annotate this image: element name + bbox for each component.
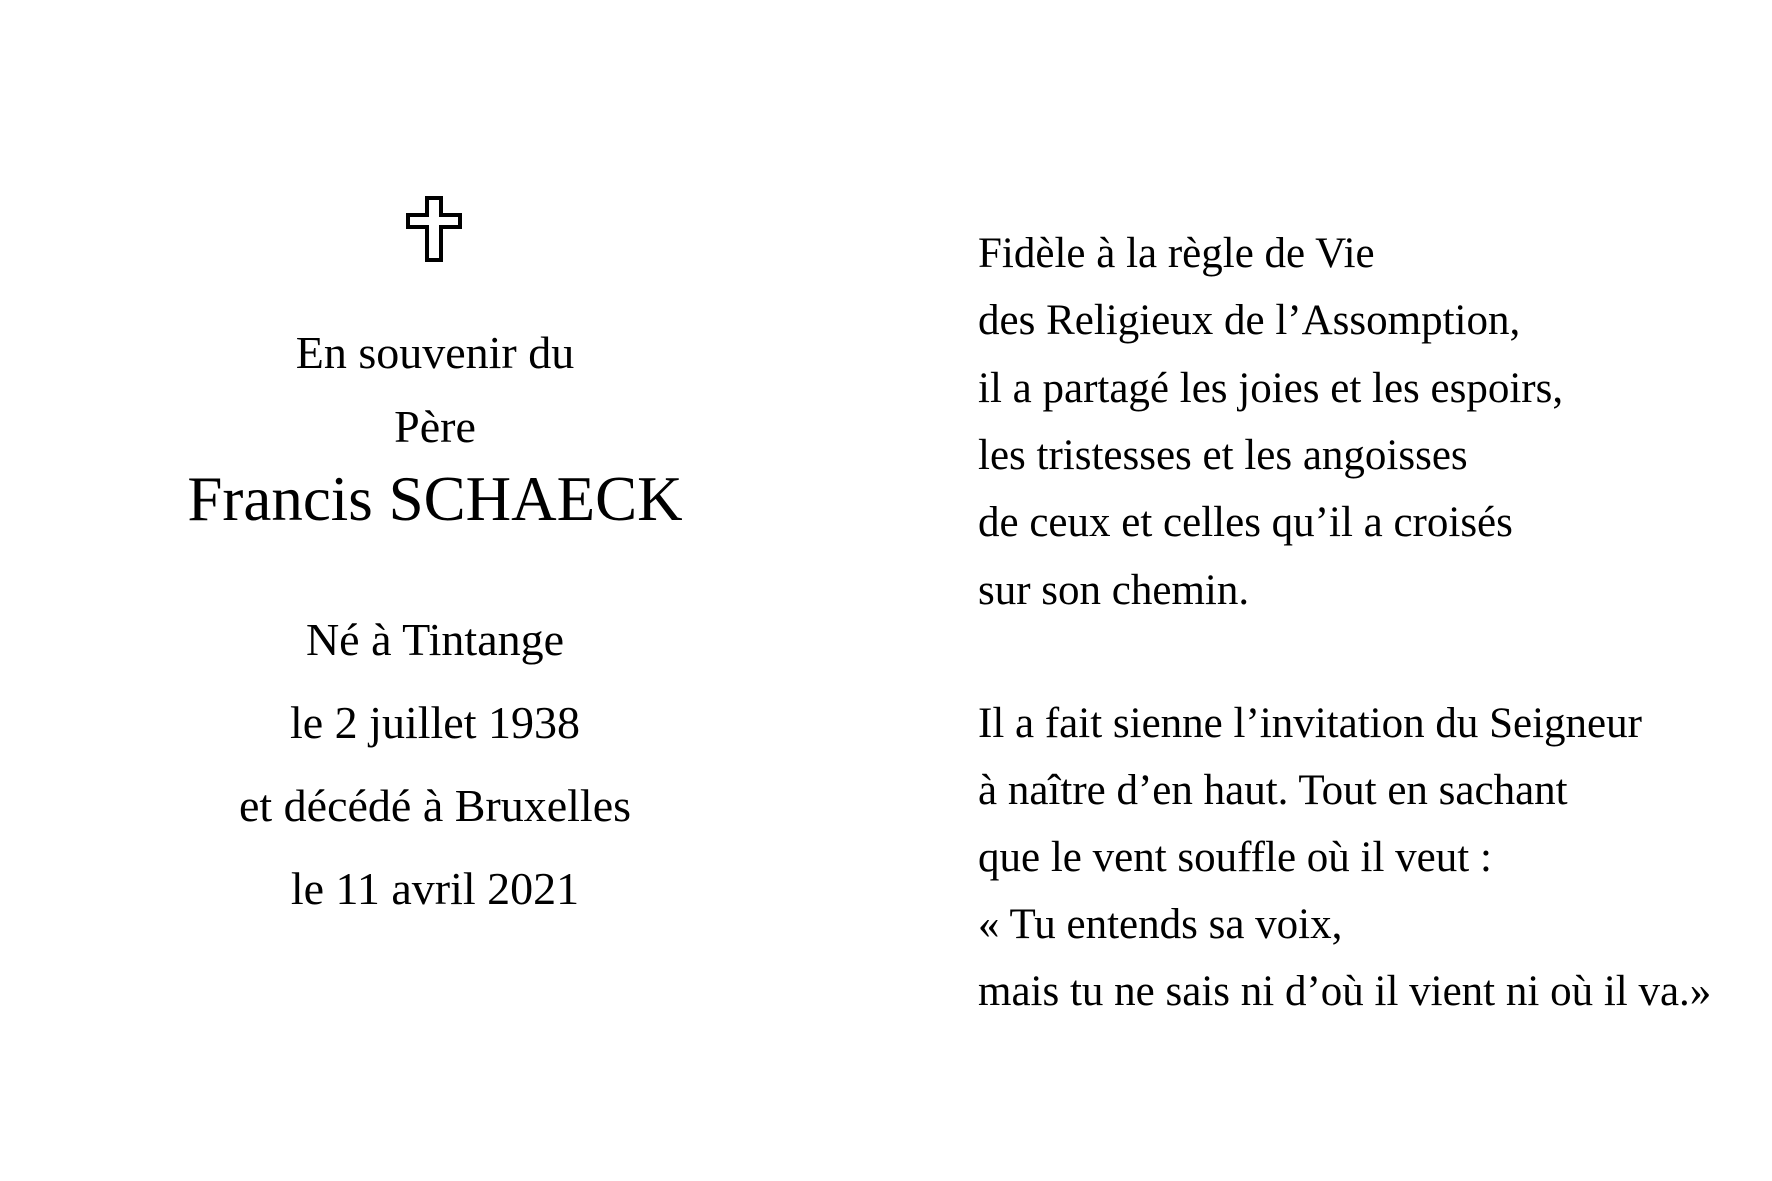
death-date: le 11 avril 2021 <box>290 863 580 914</box>
death-place: et décédé à Bruxelles <box>238 780 632 831</box>
birth-date: le 2 juillet 1938 <box>289 697 580 748</box>
intro-text: En souvenir du <box>295 327 575 378</box>
verse-line: des Religieux de l’Assomption, <box>978 297 1521 344</box>
verse-line: à naître d’en haut. Tout en sachant <box>978 767 1568 814</box>
verse-line: il a partagé les joies et les espoirs, <box>978 365 1564 412</box>
title-text: Père <box>394 401 476 452</box>
verse-line: Fidèle à la règle de Vie <box>978 230 1375 277</box>
verse-line: Il a fait sienne l’invitation du Seigneur <box>978 700 1642 747</box>
cross-icon <box>406 196 462 262</box>
verse-line: que le vent souffle où il veut : <box>978 834 1492 881</box>
verse-line: mais tu ne sais ni d’où il vient ni où il va.» <box>978 968 1712 1015</box>
verse-line: de ceux et celles qu’il a croisés <box>978 499 1513 546</box>
birth-place: Né à Tintange <box>305 614 565 665</box>
verse-line: les tristesses et les angoisses <box>978 432 1468 479</box>
verse-line: « Tu entends sa voix, <box>978 901 1343 948</box>
verse-line: sur son chemin. <box>978 567 1250 614</box>
person-name: Francis SCHAECK <box>187 464 683 534</box>
